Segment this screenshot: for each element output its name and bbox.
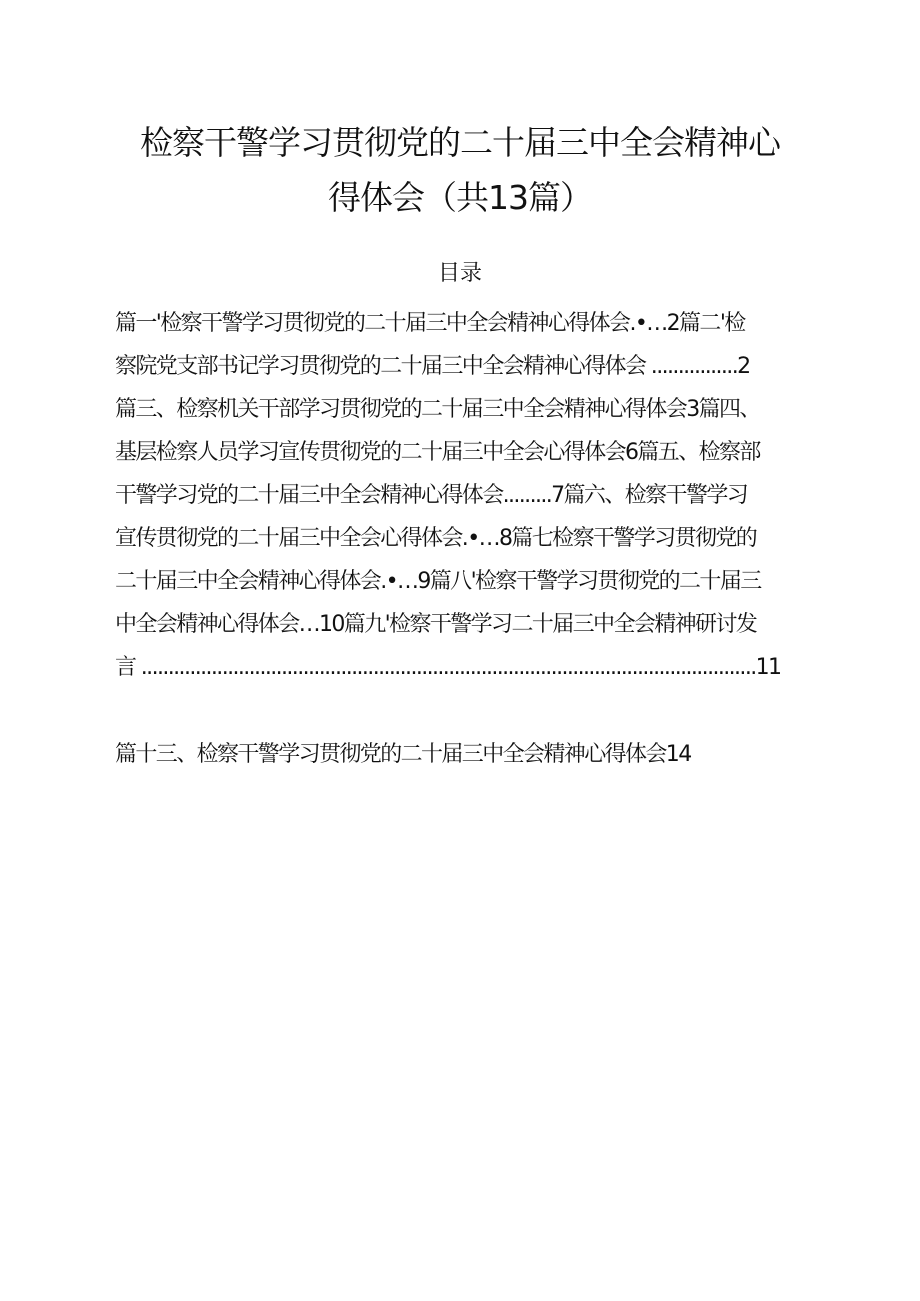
document-title-line-2: 得体会（共13篇）: [328, 178, 592, 217]
toc-line-1: 篇一'检察干警学习贯彻党的二十届三中全会精神心得体会.•…2篇二'检: [115, 311, 745, 336]
toc-line-6: 宣传贯彻党的二十届三中全会心得体会.•…8篇七检察干警学习贯彻党的: [115, 526, 757, 551]
toc-line-2: 察院党支部书记学习贯彻党的二十届三中全会精神心得体会 ................2: [115, 354, 750, 379]
document-title-line-1: 检察干警学习贯彻党的二十届三中全会精神心: [140, 123, 780, 162]
toc-line-3: 篇三、检察机关干部学习贯彻党的二十届三中全会精神心得体会3篇四、: [115, 397, 760, 422]
toc-line-7: 二十届三中全会精神心得体会.•…9篇八'检察干警学习贯彻党的二十届三: [115, 569, 761, 594]
toc-line-9: 言 ..................................................................................................................11: [115, 655, 781, 680]
toc-line-8: 中全会精神心得体会…10篇九'检察干警学习二十届三中全会精神研讨发: [115, 612, 757, 637]
toc-heading: 目录: [437, 261, 482, 286]
toc-line-10: 篇十三、检察干警学习贯彻党的二十届三中全会精神心得体会14: [115, 742, 691, 767]
toc-line-5: 干警学习党的二十届三中全会精神心得体会.........7篇六、检察干警学习: [115, 483, 748, 508]
toc-line-4: 基层检察人员学习宣传贯彻党的二十届三中全会心得体会6篇五、检察部: [115, 440, 760, 465]
